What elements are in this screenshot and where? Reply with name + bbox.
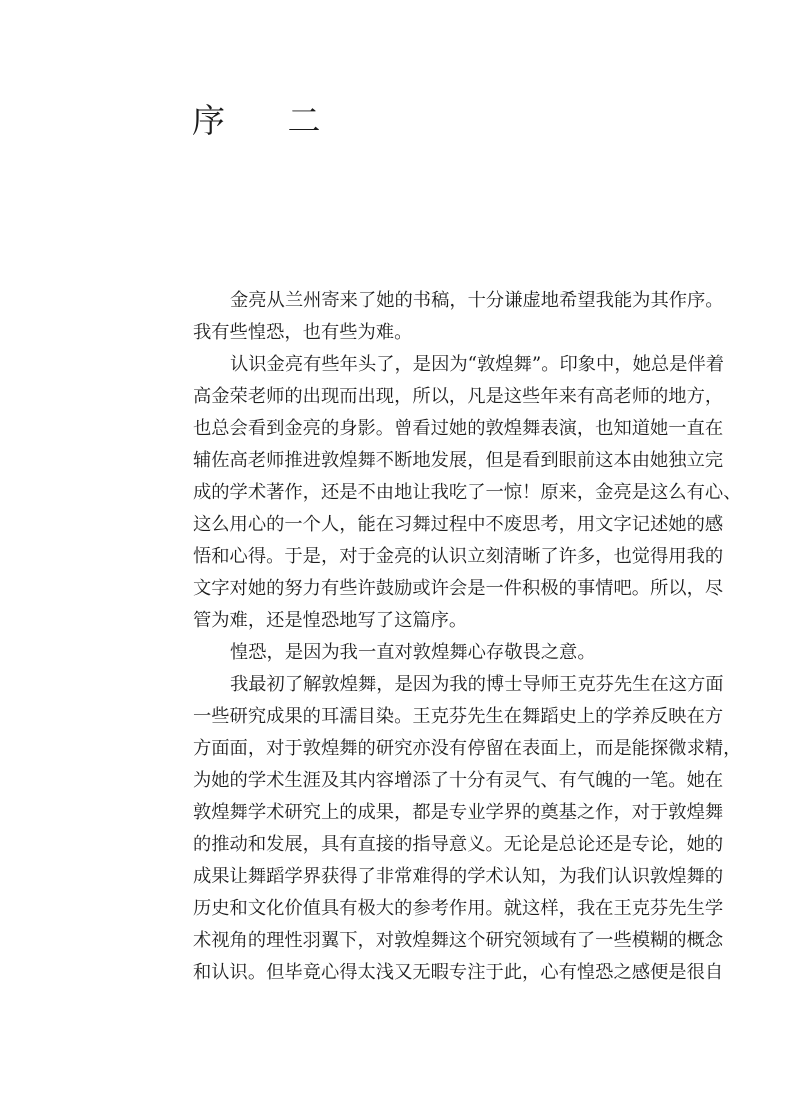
text-line: 方面面，对于敦煌舞的研究亦没有停留在表面上，而是能探微求精， xyxy=(193,738,742,759)
text-line: 敦煌舞学术研究上的成果，都是专业学界的奠基之作，对于敦煌舞 xyxy=(193,802,724,823)
text-line: 管为难，还是惶恐地写了这篇序。 xyxy=(193,610,468,631)
text-line: 一些研究成果的耳濡目染。王克芬先生在舞蹈史上的学养反映在方 xyxy=(193,706,724,727)
text-line: 高金荣老师的出现而出现，所以，凡是这些年来有高老师的地方， xyxy=(193,386,724,407)
text-line: 文字对她的努力有些许鼓励或许会是一件积极的事情吧。所以，尽 xyxy=(193,578,724,599)
text-line: 也总会看到金亮的身影。曾看过她的敦煌舞表演，也知道她一直在 xyxy=(193,418,724,439)
text-line: 我有些惶恐，也有些为难。 xyxy=(193,322,413,343)
body-text xyxy=(193,285,742,989)
text-line: 惶恐，是因为我一直对敦煌舞心存敬畏之意。 xyxy=(230,642,596,663)
text-line: 历史和文化价值具有极大的参考作用。就这样，我在王克芬先生学 xyxy=(193,898,724,919)
page-title: 序 二 xyxy=(192,101,347,140)
text-line: 成果让舞蹈学界获得了非常难得的学术认知，为我们认识敦煌舞的 xyxy=(193,866,724,887)
text-line: 悟和心得。于是，对于金亮的认识立刻清晰了许多，也觉得用我的 xyxy=(193,546,724,567)
text-line: 我最初了解敦煌舞，是因为我的博士导师王克芬先生在这方面 xyxy=(230,674,724,695)
text-line: 金亮从兰州寄来了她的书稿，十分谦虚地希望我能为其作序。 xyxy=(230,290,724,311)
text-line: 成的学术著作，还是不由地让我吃了一惊！原来，金亮是这么有心、 xyxy=(193,482,742,503)
text-line: 的推动和发展，具有直接的指导意义。无论是总论还是专论，她的 xyxy=(193,834,724,855)
text-line: 术视角的理性羽翼下，对敦煌舞这个研究领域有了一些模糊的概念 xyxy=(193,930,724,951)
text-line: 认识金亮有些年头了，是因为“敦煌舞”。印象中，她总是伴着 xyxy=(230,354,725,375)
text-line: 和认识。但毕竟心得太浅又无暇专注于此，心有惶恐之感便是很自 xyxy=(193,962,724,983)
text-line: 辅佐高老师推进敦煌舞不断地发展，但是看到眼前这本由她独立完 xyxy=(193,450,724,471)
text-line: 为她的学术生涯及其内容增添了十分有灵气、有气魄的一笔。她在 xyxy=(193,770,724,791)
text-line: 这么用心的一个人，能在习舞过程中不废思考，用文字记述她的感 xyxy=(193,514,724,535)
